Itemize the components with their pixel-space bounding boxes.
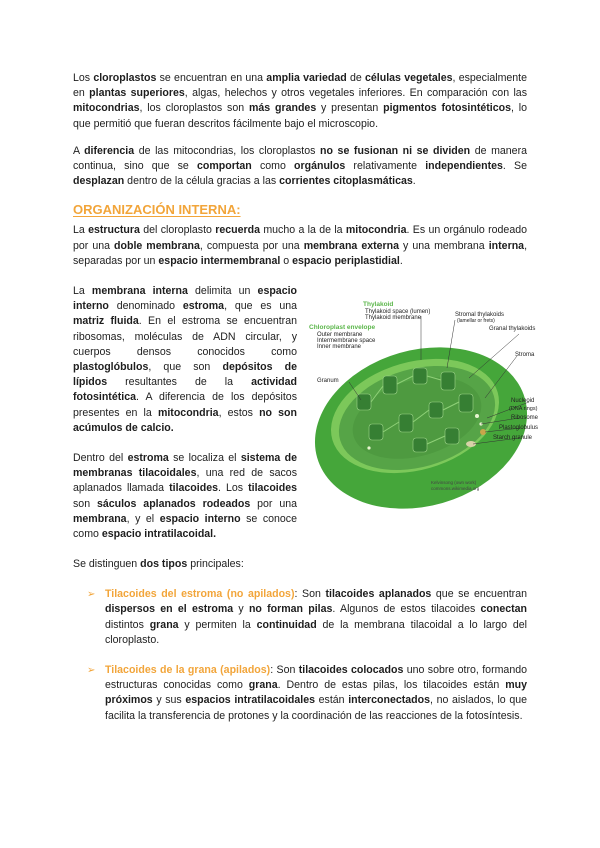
bold-term: mitocondria bbox=[345, 224, 407, 237]
text-run: uno sobre otro, formando estructuras conocidas como bbox=[105, 664, 527, 692]
bold-term: cloroplastos bbox=[93, 72, 157, 84]
bold-term: amplia variedad bbox=[266, 72, 347, 84]
text-run: que se encuentran bbox=[431, 588, 527, 601]
text-run: , estos bbox=[218, 406, 260, 419]
text-run: y bbox=[233, 603, 249, 616]
left-column bbox=[73, 284, 297, 557]
text-run: de las mitocondrias, los cloroplastos bbox=[134, 144, 321, 157]
label-inner-membrane: Inner membrane bbox=[317, 344, 362, 351]
text-run: dentro de la célula gracias a las bbox=[124, 175, 280, 188]
bold-term: más grandes bbox=[248, 102, 317, 115]
text-run: . Dentro de estas pilas, los tilacoides están bbox=[277, 679, 506, 692]
bold-term: conectan bbox=[480, 603, 528, 616]
text-run: de manera continua, sino que se bbox=[73, 144, 527, 173]
text-run: mucho a la de la bbox=[260, 224, 346, 237]
bold-term: continuidad bbox=[256, 618, 317, 631]
bold-term: orgánulos bbox=[294, 160, 346, 173]
credit-author: Kelvinsong (own work) bbox=[431, 480, 477, 486]
text-run: , compuesta por una bbox=[199, 239, 304, 252]
text-run: se localiza el bbox=[168, 452, 241, 465]
text-run: están bbox=[315, 694, 349, 707]
bold-term: estroma bbox=[182, 300, 225, 313]
bold-term: sáculos aplanados rodeados bbox=[96, 497, 251, 510]
label-stroma: Stroma bbox=[515, 352, 535, 359]
text-run: La bbox=[73, 285, 92, 298]
text-run: . Los bbox=[217, 482, 249, 495]
document-page bbox=[73, 71, 539, 739]
text-run: se encuentran en una bbox=[156, 72, 267, 84]
text-run: relativamente bbox=[345, 160, 426, 173]
label-chloroplast-envelope: Chloroplast envelope bbox=[309, 324, 376, 332]
list-item-title: Tilacoides de la grana (apilados) bbox=[105, 664, 271, 677]
bold-term: tilacoides aplanados bbox=[325, 588, 432, 601]
bold-term: espacio interno bbox=[73, 285, 297, 313]
text-run: Se distinguen bbox=[73, 558, 141, 571]
text-run: A bbox=[73, 144, 85, 157]
bold-term: no forman pilas bbox=[248, 603, 333, 616]
text-run: como bbox=[251, 160, 295, 173]
text-run: denominado bbox=[108, 300, 183, 313]
text-run: y una membrana bbox=[399, 239, 489, 252]
text-run: , separadas por un bbox=[73, 239, 528, 267]
bold-term: grana bbox=[149, 618, 179, 631]
label-lamellar: (lamellar or frets) bbox=[457, 318, 495, 325]
text-run: . Es un orgánulo rodeado por una bbox=[73, 224, 527, 252]
paragraph-types-intro bbox=[73, 557, 527, 572]
bold-term: doble membrana bbox=[114, 239, 200, 252]
label-granum: Granum bbox=[317, 378, 339, 385]
text-run: , que es una bbox=[224, 300, 298, 313]
text-run: Dentro del bbox=[73, 452, 128, 465]
label-plastoglobulus: Plastoglobulus bbox=[499, 425, 539, 432]
text-run: o bbox=[280, 254, 293, 267]
label-dna-rings: (DNA rings) bbox=[509, 406, 538, 413]
bold-term: plantas superiores bbox=[89, 87, 185, 100]
text-run: , que son bbox=[148, 361, 223, 374]
bold-term: diferencia bbox=[84, 144, 135, 157]
bold-term: dispersos en el estroma bbox=[105, 603, 234, 616]
bold-term: pigmentos fotosintéticos bbox=[383, 102, 511, 115]
bold-term: actividad fotosintética bbox=[73, 376, 297, 404]
text-run: Los bbox=[73, 72, 94, 84]
text-run: . Se bbox=[502, 160, 527, 173]
text-run: distintos bbox=[105, 618, 150, 631]
text-run: . Algunos de estos tilacoides bbox=[332, 603, 481, 616]
bold-term: estructura bbox=[88, 224, 140, 237]
paragraph-thylakoid-system bbox=[73, 451, 297, 542]
bold-term: grana bbox=[248, 679, 278, 692]
bold-term: muy próximos bbox=[105, 679, 527, 707]
bold-term: plastoglóbulos bbox=[73, 361, 149, 374]
paragraph-intro bbox=[73, 71, 527, 132]
bold-term: no son acúmulos de calcio. bbox=[73, 406, 297, 434]
text-run: y permiten la bbox=[178, 618, 257, 631]
label-outer-membrane: Outer membrane bbox=[317, 332, 363, 339]
bold-term: tilacoides bbox=[248, 482, 297, 495]
text-run: , lo que permitió que fueran descritos fácilmente bajo el microscopio. bbox=[73, 102, 528, 130]
bold-term: depósitos de lípidos bbox=[73, 361, 298, 389]
label-ribosome: Ribosome bbox=[511, 415, 539, 422]
text-run: . A diferencia de los depósitos presentes en la bbox=[73, 391, 297, 419]
text-run: y presentan bbox=[316, 102, 384, 115]
label-thylakoid-space: Thylakoid space (lumen) bbox=[365, 309, 431, 316]
text-run: : Son bbox=[294, 588, 326, 601]
bold-term: dos tipos bbox=[140, 558, 188, 571]
text-run: , una red de sacos aplanados llamada bbox=[73, 467, 297, 495]
list-item-grana-thylakoids bbox=[73, 663, 527, 724]
bold-term: espacio intermembranal bbox=[158, 254, 281, 267]
bold-term: independientes bbox=[425, 160, 503, 173]
text-run: de bbox=[346, 72, 366, 84]
text-run: , y el bbox=[126, 512, 160, 525]
list-item-title: Tilacoides del estroma (no apilados) bbox=[105, 588, 295, 601]
bold-term: estroma bbox=[127, 452, 169, 465]
granum-stack bbox=[357, 394, 371, 410]
text-run: se conoce como bbox=[73, 512, 297, 541]
bold-term: no se fusionan ni se dividen bbox=[320, 144, 471, 157]
text-run: , especialmente en bbox=[73, 72, 528, 100]
paragraph-inner-membrane bbox=[73, 284, 297, 436]
list-item-stroma-thylakoids bbox=[73, 587, 527, 648]
bold-term: membrana bbox=[73, 512, 127, 525]
paragraph-difference bbox=[73, 144, 527, 190]
text-run: , algas, helechos y otros vegetales inferiores. En comparación con las bbox=[184, 87, 527, 100]
text-run: . bbox=[412, 175, 416, 188]
bold-term: comportan bbox=[197, 160, 252, 173]
bold-term: mitocondria bbox=[157, 406, 219, 419]
bold-term: matriz fluida bbox=[73, 315, 139, 328]
text-run: de la membrana tilacoidal a lo largo del cloroplasto. bbox=[105, 618, 528, 646]
text-run: La bbox=[73, 224, 89, 237]
bold-term: interna bbox=[488, 239, 525, 252]
bold-term: espacio interno bbox=[159, 512, 241, 525]
text-run: : Son bbox=[270, 664, 299, 677]
bold-term: espacio periplastidial bbox=[292, 254, 400, 267]
text-run: . bbox=[399, 254, 403, 267]
paragraph-structure bbox=[73, 223, 527, 269]
text-run: principales: bbox=[187, 558, 244, 571]
text-run: . En el estroma se encuentran ribosomas, moléculas de ADN circular, y cuerpos densos conocidos como bbox=[73, 315, 297, 358]
bold-term: espacio intratilacoidal. bbox=[101, 528, 217, 541]
bold-term: interconectados bbox=[348, 694, 431, 707]
text-run: del cloroplasto bbox=[139, 224, 216, 237]
text-run: por una bbox=[250, 497, 298, 510]
label-thylakoid-membrane: Thylakoid membrane bbox=[365, 315, 422, 322]
text-run: son bbox=[73, 497, 97, 510]
text-run: resultantes de la bbox=[107, 376, 252, 389]
section-heading: ORGANIZACIÓN INTERNA: bbox=[73, 202, 241, 218]
text-run: , los cloroplastos son bbox=[139, 102, 249, 115]
bold-term: mitocondrias bbox=[73, 102, 140, 115]
text-run: delimita un bbox=[187, 285, 258, 298]
bold-term: recuerda bbox=[215, 224, 261, 237]
bold-term: espacios intratilacoidales bbox=[185, 694, 315, 707]
bold-term: sistema de membranas tilacoidales bbox=[73, 452, 297, 480]
label-intermembrane-space: Intermembrane space bbox=[317, 338, 376, 345]
arrow-bullet-icon: ➢ bbox=[87, 589, 96, 601]
label-thylakoid: Thylakoid bbox=[363, 301, 394, 309]
label-starch-granule: Starch granule bbox=[493, 435, 533, 442]
label-nucleoid: Nucleoid bbox=[511, 398, 535, 405]
chloroplast-diagram bbox=[309, 298, 541, 524]
thylakoid-types-list bbox=[73, 587, 527, 724]
bold-term: tilacoides colocados bbox=[298, 664, 404, 677]
arrow-bullet-icon: ➢ bbox=[87, 665, 96, 677]
credit-source: commons.wikimedia.org bbox=[431, 486, 480, 492]
label-stromal-thylakoids: Stromal thylakoids bbox=[455, 312, 505, 319]
bold-term: membrana externa bbox=[303, 239, 400, 252]
two-column-block bbox=[73, 284, 539, 542]
label-granal-thylakoids: Granal thylakoids bbox=[489, 326, 536, 333]
bold-term: células vegetales bbox=[365, 72, 453, 84]
bold-term: corrientes citoplasmáticas bbox=[279, 175, 413, 188]
text-run: y sus bbox=[152, 694, 186, 707]
text-run: , no aislados, lo que facilita la transferencia de protones y la coordinación de las reacciones de la fotosíntesis. bbox=[105, 694, 527, 722]
bold-term: membrana interna bbox=[91, 285, 188, 298]
bold-term: tilacoides bbox=[169, 482, 218, 495]
bold-term: desplazan bbox=[73, 175, 125, 188]
